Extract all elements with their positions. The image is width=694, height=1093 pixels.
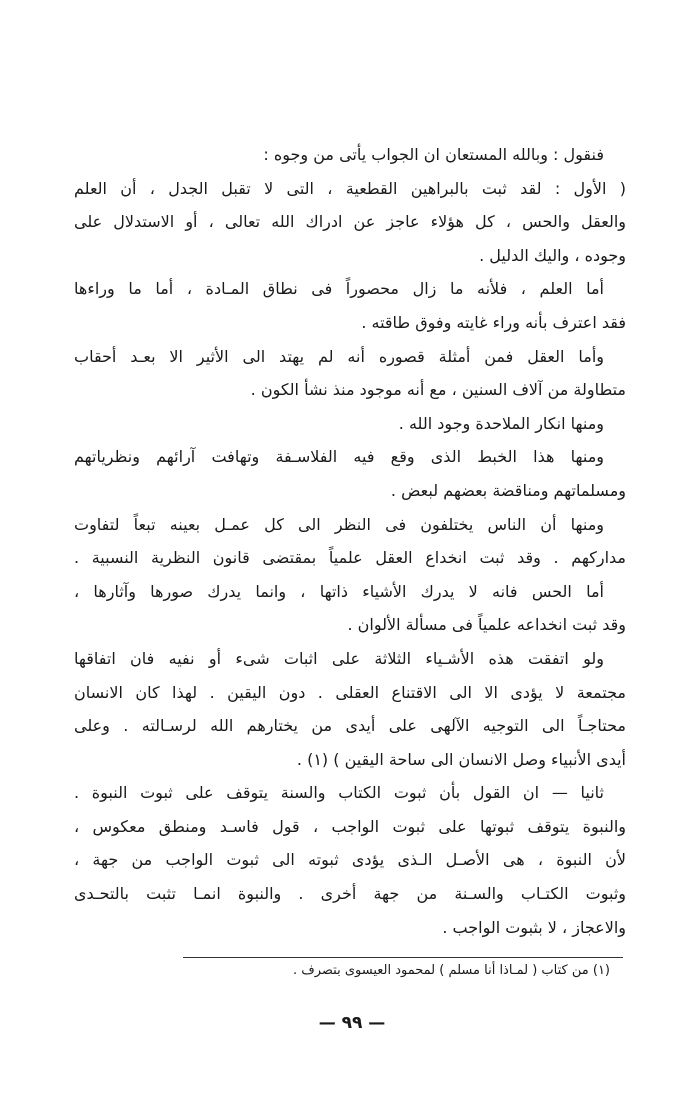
text-line: مداركهم . وقد ثبت انخداع العقل علمياً بمقتضى قانون النظرية النسبية .: [74, 548, 626, 568]
text-line: متطاولة من آلاف السنين ، مع أنه موجود منذ نشأ الكون .: [250, 380, 626, 400]
text-line: وأما العقل فمن أمثلة قصوره أنه لم يهتد الى الأثير الا بعـد أحقاب: [74, 346, 604, 366]
text-line: والعقل والحس ، كل هؤلاء عاجز عن ادراك الله تعالى ، أو الاستدلال على: [74, 212, 626, 232]
text-line: فنقول : وبالله المستعان ان الجواب يأتى من وجوه :: [263, 145, 604, 164]
text-line: ومنها هذا الخبط الذى وقع فيه الفلاسـفة وتهافت آرائهم ونظرياتهم: [74, 447, 604, 467]
footnote: (١) من كتاب ( لمـاذا أنا مسلم ) لمحمود العيسوى بتصرف .: [293, 963, 610, 978]
text-line: وقد ثبت انخداعه علمياً فى مسألة الألوان .: [347, 615, 626, 635]
text-line: والنبوة يتوقف ثبوتها على ثبوت الواجب ، قول فاسـد ومنطق معكوس ،: [74, 816, 626, 836]
text-line: محتاجـاً الى التوجيه الآلهى على أيدى من يختارهم الله لرسـالته . وعلى: [74, 716, 626, 736]
text-line: لأن النبوة ، هى الأصـل الـذى يؤدى ثبوته الى ثبوت الواجب من جهة ،: [74, 850, 626, 870]
text-line: والاعجاز ، لا بثبوت الواجب .: [442, 917, 626, 937]
text-line: أما العلم ، فلأنه ما زال محصوراً فى نطاق المـادة ، أما ما وراءها: [74, 279, 604, 299]
text-line: وثبوت الكتـاب والسـنة من جهة أخرى . والنبوة انمـا تثبت بالتحـدى: [74, 884, 626, 904]
text-line: فقد اعترف بأنه وراء غايته وفوق طاقته .: [361, 312, 626, 332]
text-line: أما الحس فانه لا يدرك الأشياء ذاتها ، وانما يدرك صورها وآثارها ،: [74, 581, 604, 601]
text-line: ومنها انكار الملاحدة وجود الله .: [398, 413, 604, 433]
text-line: ومسلماتهم ومناقضة بعضهم لبعض .: [390, 480, 626, 500]
text-line: ( الأول : لقد ثبت بالبراهين القطعية ، التى لا تقبل الجدل ، أن العلم: [74, 178, 626, 198]
text-line: وجوده ، واليك الدليل .: [479, 245, 626, 265]
page-number: — ٩٩ —: [318, 1013, 386, 1033]
text-line: ولو اتفقت هذه الأشـياء الثلاثة على اثبات شىء أو نفيه فان اتفاقها: [74, 648, 604, 668]
text-line: ومنها أن الناس يختلفون فى النظر الى كل عمـل بعينه تبعاً لتفاوت: [74, 514, 604, 534]
text-line: ثانيا — ان القول بأن ثبوت الكتاب والسنة يتوقف على ثبوت النبوة .: [74, 783, 604, 803]
text-line: مجتمعة لا يؤدى الا الى الاقتناع العقلى . دون اليقين . لهذا كان الانسان: [74, 682, 626, 702]
body-text: [74, 138, 626, 944]
text-line: أيدى الأنبياء وصل الانسان الى ساحة اليقين ) (١) .: [296, 749, 626, 769]
